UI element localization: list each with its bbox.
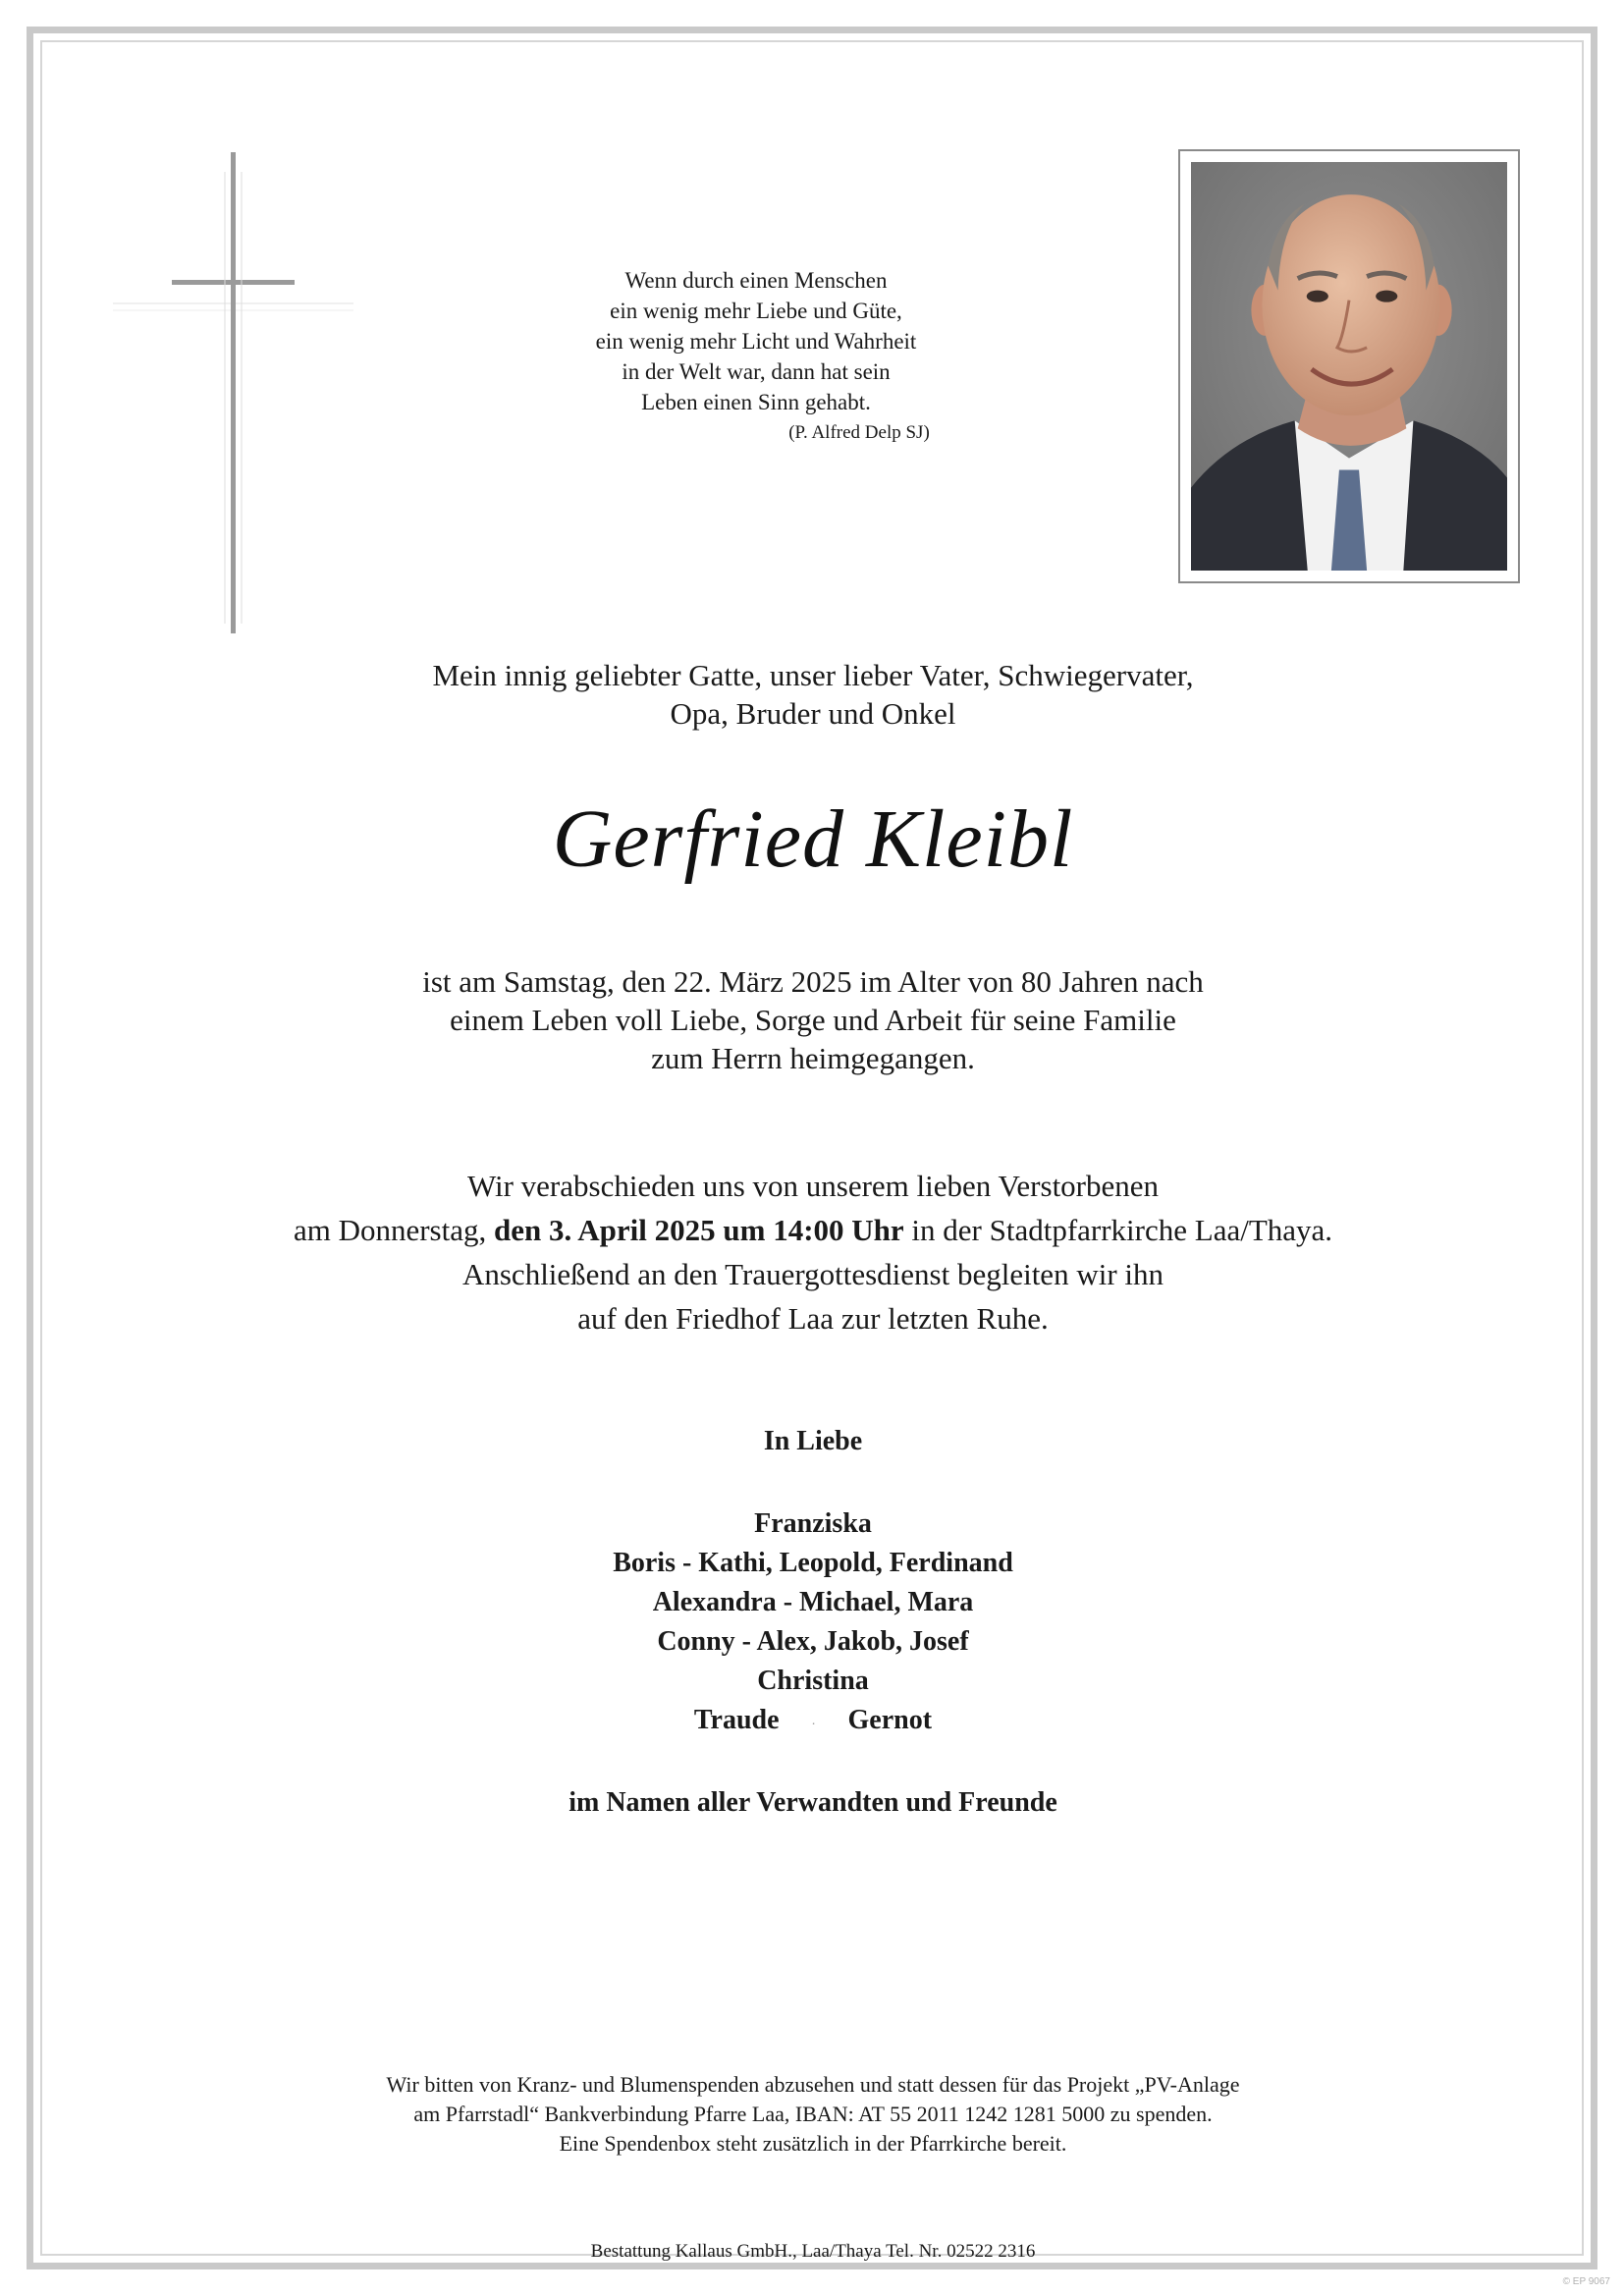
family-line: Boris - Kathi, Leopold, Ferdinand bbox=[613, 1548, 1013, 1578]
memorial-quote bbox=[491, 265, 1021, 448]
funeral-line: Anschließend an den Trauergottesdienst begleiten wir ihn bbox=[461, 1257, 1164, 1291]
donation-line: am Pfarrstadl“ Bankverbindung Pfarre Laa, IBAN: AT 55 2011 1242 1281 5000 zu spenden. bbox=[413, 2102, 1213, 2126]
undertaker-info: Bestattung Kallaus GmbH., Laa/Thaya Tel. Nr. 02522 2316 bbox=[590, 2241, 1036, 2262]
print-code: © EP 9067 bbox=[1562, 2276, 1610, 2287]
family-list bbox=[236, 1504, 1390, 1745]
funeral-date-line bbox=[157, 1208, 1469, 1252]
funeral-line: Wir verabschieden uns von unserem lieben Verstorbenen bbox=[466, 1169, 1160, 1203]
donation-line: Eine Spendenbox steht zusätzlich in der Pfarrkirche bereit. bbox=[559, 2131, 1067, 2156]
intro-line: Mein innig geliebter Gatte, unser lieber Vater, Schwiegervater, bbox=[432, 658, 1194, 692]
funeral-date-time: den 3. April 2025 um 14:00 Uhr bbox=[493, 1213, 904, 1247]
quote-line: ein wenig mehr Licht und Wahrheit bbox=[595, 329, 917, 354]
funeral-info bbox=[157, 1164, 1469, 1340]
family-line: Alexandra - Michael, Mara bbox=[652, 1587, 974, 1617]
family-line: Christina bbox=[757, 1666, 869, 1696]
quote-author: (P. Alfred Delp SJ) bbox=[788, 422, 930, 443]
family-pair-left: Traude bbox=[693, 1705, 780, 1735]
quote-line: ein wenig mehr Liebe und Güte, bbox=[610, 299, 902, 323]
family-pair-separator: · bbox=[811, 1718, 816, 1732]
funeral-line-prefix: am Donnerstag, bbox=[293, 1213, 494, 1247]
death-line: einem Leben voll Liebe, Sorge und Arbeit für seine Familie bbox=[450, 1003, 1176, 1037]
intro-text bbox=[236, 656, 1390, 733]
quote-line: Leben einen Sinn gehabt. bbox=[641, 390, 871, 414]
family-line: Conny - Alex, Jakob, Josef bbox=[657, 1626, 969, 1657]
relatives-line: im Namen aller Verwandten und Freunde bbox=[568, 1787, 1057, 1818]
donation-line: Wir bitten von Kranz- und Blumenspenden abzusehen und statt dessen für das Projekt „PV-Anlage bbox=[386, 2072, 1240, 2097]
family-pair-right: Gernot bbox=[847, 1705, 933, 1735]
death-line: zum Herrn heimgegangen. bbox=[651, 1041, 975, 1075]
donation-request bbox=[216, 2070, 1410, 2159]
death-line: ist am Samstag, den 22. März 2025 im Alter von 80 Jahren nach bbox=[422, 964, 1204, 999]
family-pair-line bbox=[236, 1701, 1390, 1745]
latin-cross-icon bbox=[103, 147, 358, 638]
funeral-location: in der Stadtpfarrkirche Laa/Thaya. bbox=[903, 1213, 1333, 1247]
death-notice bbox=[236, 962, 1390, 1077]
funeral-line: auf den Friedhof Laa zur letzten Ruhe. bbox=[577, 1301, 1049, 1336]
family-line: Franziska bbox=[754, 1508, 872, 1539]
quote-line: in der Welt war, dann hat sein bbox=[622, 359, 891, 384]
portrait-photo bbox=[1191, 162, 1507, 571]
portrait-frame bbox=[1178, 149, 1520, 583]
deceased-name: Gerfried Kleibl bbox=[552, 793, 1074, 885]
quote-line: Wenn durch einen Menschen bbox=[624, 268, 888, 293]
intro-line: Opa, Bruder und Onkel bbox=[670, 696, 956, 731]
in-love-heading: In Liebe bbox=[763, 1426, 863, 1456]
